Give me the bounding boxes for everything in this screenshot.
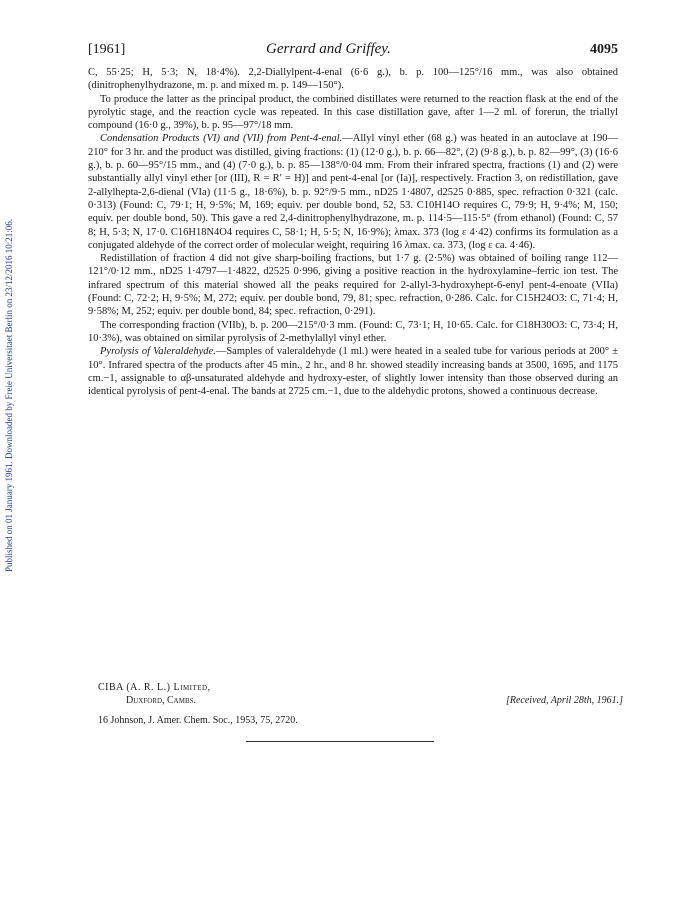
paragraph-p4 xyxy=(88,252,618,318)
footnote-reference: 16 Johnson, J. Amer. Chem. Soc., 1953, 75, 2720. xyxy=(98,715,298,726)
received-date: [Received, April 28th, 1961.] xyxy=(505,695,623,706)
page-number: 4095 xyxy=(590,42,618,57)
paragraph-p3 xyxy=(88,132,618,252)
paragraph-p5 xyxy=(88,319,618,346)
download-watermark xyxy=(4,152,18,572)
affiliation xyxy=(98,681,623,707)
article-body xyxy=(88,66,618,398)
paragraph-text: —Allyl vinyl ether (68 g.) was heated in an autoclave at 190—210° for 3 hr. and the product was distilled, giving fractions: (1) (12·0 g.), b. p. 66—82°, (2) (9·8 g.), b. p. 82—99°, (3) (16·6 g.), b. p. 60—95°/15 mm., and (4) (7·0 g.), b. p. 85—138°/0·04 mm. From their infrared spectra, fractions (1) and (2) were substantially allyl vinyl ether [or (III), R = R′ = H)] and pent-4-enal [or (Ia)], respectively. Fraction 3, on redistillation, gave 2-allylhepta-2,6-dienal (VIa) (11·5 g., 18·6%), b. p. 92°/9·5 mm., nD25 1·4807, d2525 0·885, spec. refraction 0·321 (calc. 0·313) (Found: C, 79·1; H, 9·5%; M, 169; equiv. per double bond, 52, 53. C10H14O requires C, 79·9; H, 9·4%; M, 150; equiv. per double bond, 50). This gave a red 2,4-dinitrophenylhydrazone, m. p. 114·5—115·5° (from ethanol) (Found: C, 57 8; H, 5·3; N, 17·0. C16H18N4O4 requires C, 58·1; H, 5·5; N, 16·9%); λmax. 373 (log ε 4·42) confirms its formulation as a conjugated aldehyde of the correct order of molecular weight, requiring 16 λmax. ca. 373, (log ε ca. 4·46). xyxy=(88,133,618,251)
end-rule xyxy=(246,741,434,742)
page-header xyxy=(88,42,618,62)
affiliation-org: CIBA (A. R. L.) Limited, xyxy=(98,682,211,693)
paragraph-text: Redistillation of fraction 4 did not give sharp-boiling fractions, but 1·7 g. (2·5%) was obtained of boiling range 112—121°/0·12 mm., nD25 1·4797—1·4822, d2525 0·996, giving a positive reaction in the hydroxylamine–ferric ion test. The infrared spectrum of this material showed all the peaks required for 2-allyl-3-hydroxyhept-6-enyl pent-4-enoate (VIIa) (Found: C, 72·2; H, 9·5%; M, 272; equiv. per double bond, 79, 81; spec. refraction, 0·286. Calc. for C15H24O3: C, 71·4; H, 9·58%; M, 252; equiv. per double bond, 84; spec. refraction, 0·291). xyxy=(88,253,618,318)
affiliation-location: Duxford, Cambs. xyxy=(126,695,197,706)
section-heading: Pyrolysis of Valeraldehyde. xyxy=(100,346,216,358)
running-title: Gerrard and Griffey. xyxy=(266,41,391,57)
paragraph-text: C, 55·25; H, 5·3; N, 18·4%). 2,2-Diallylpent-4-enal (6·6 g.), b. p. 100—125°/16 mm., was also obtained (dinitrophenylhydrazone, m. p. and mixed m. p. 149—150°). xyxy=(88,67,618,92)
paragraph-text: —Samples of valeraldehyde (1 ml.) were heated in a sealed tube for various periods at 200° ± 10°. Infrared spectra of the products after 45 min., 2 hr., and 8 hr. showed steadily increasing bands at 3500, 1695, and 1175 cm.−1, assignable to αβ-unsaturated aldehyde and hydroxy-ester, of slightly lower intensity than those observed during an identical pyrolysis of pent-4-enal. The bands at 2725 cm.−1, due to the aldehydic protons, showed a continuous decrease. xyxy=(88,346,618,398)
paragraph-text: The corresponding fraction (VIIb), b. p. 200—215°/0·3 mm. (Found: C, 73·1; H, 10·65. Calc. for C18H30O3: C, 73·4; H, 10·3%), was obtained on similar pyrolysis of 2-methylallyl vinyl ether. xyxy=(88,319,618,344)
paragraph-p1 xyxy=(88,66,618,93)
paragraph-p2 xyxy=(88,93,618,133)
section-heading: Condensation Products (VI) and (VII) from Pent-4-enal. xyxy=(100,133,343,145)
paragraph-text: To produce the latter as the principal product, the combined distillates were returned to the reaction flask at the end of the pyrolytic stage, and the reaction cycle was repeated. In this case distillation gave, after 1—2 ml. of forerun, the triallyl compound (16·0 g., 39%), b. p. 95—97°/18 mm. xyxy=(88,93,618,132)
paragraph-p6 xyxy=(88,345,618,398)
journal-year: [1961] xyxy=(88,42,126,57)
download-note: Published on 01 January 1961. Downloaded by Freie Universitaet Berlin on 23/12/2016 10:21:06. xyxy=(4,219,14,572)
